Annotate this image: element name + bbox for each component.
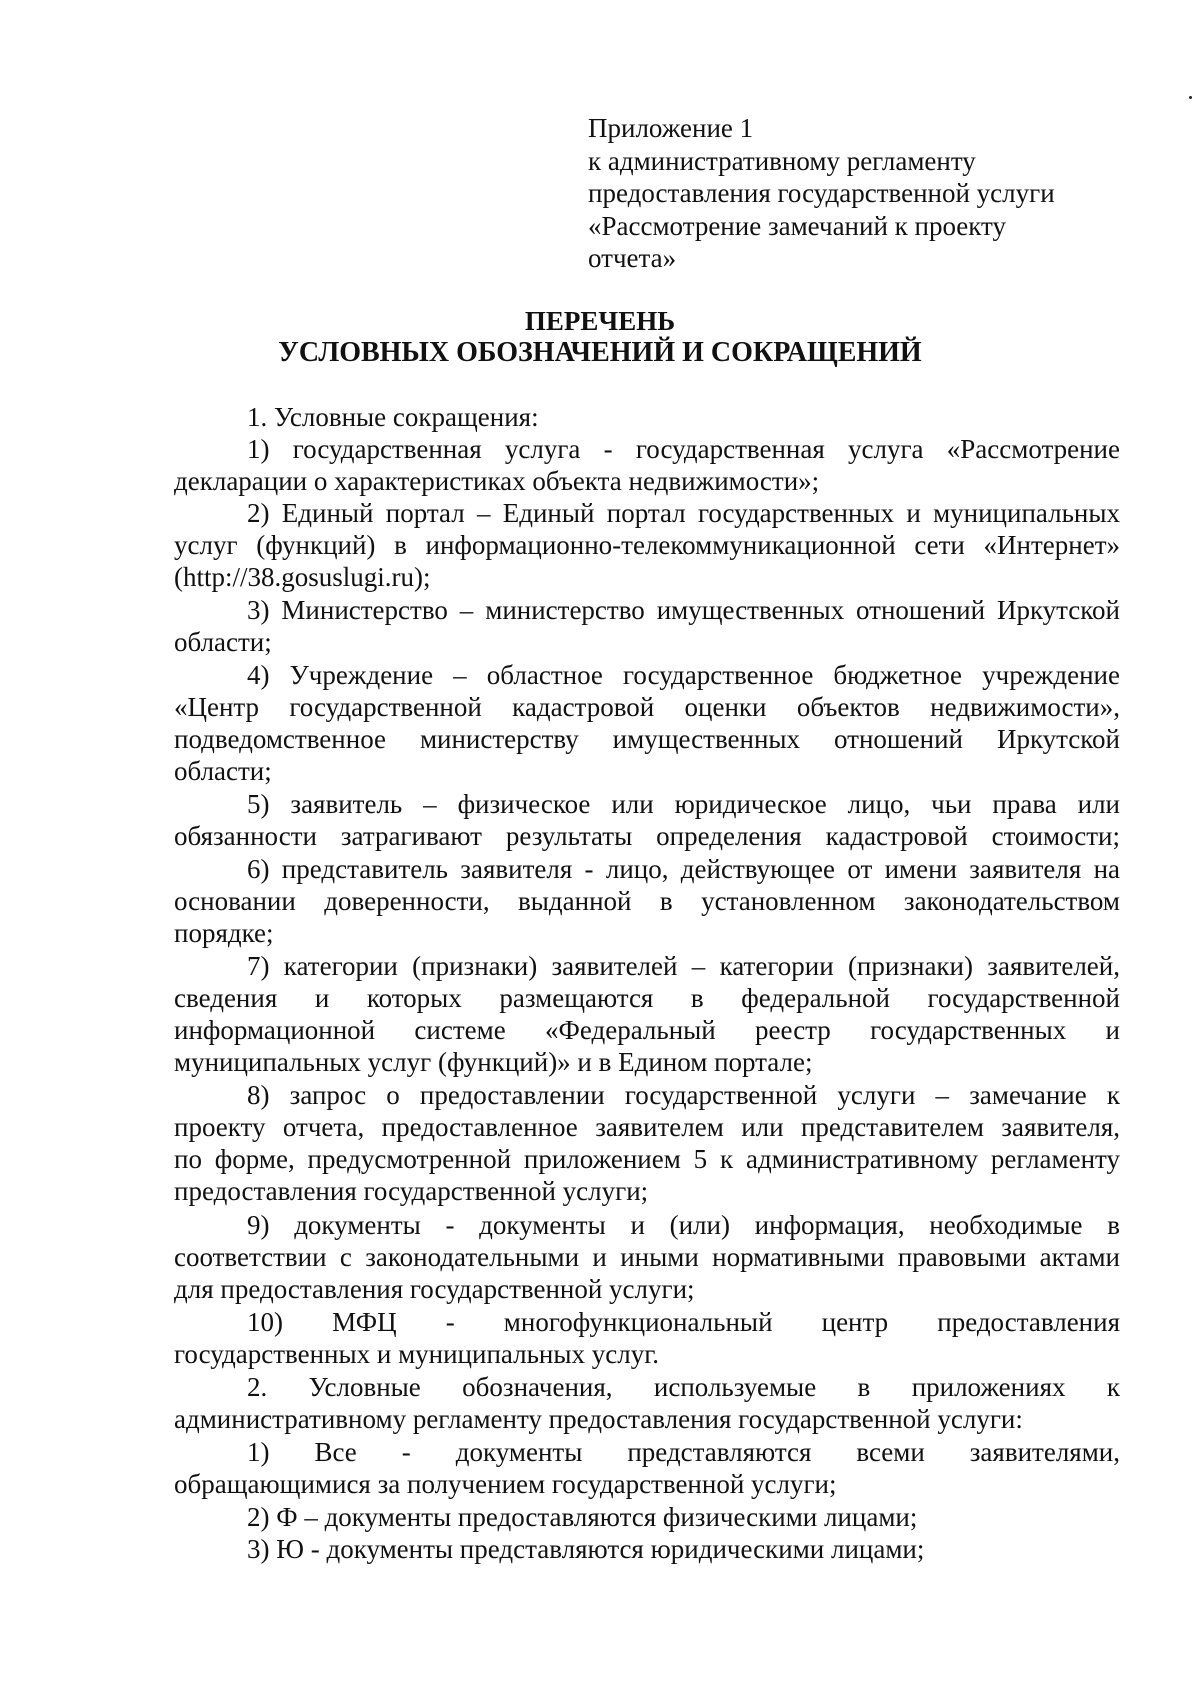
text-line: 7) категории (признаки) заявителей – категории (признаки) заявителей, [247,951,1120,981]
text-line: 9) документы - документы и (или) информация, необходимые в [247,1210,1120,1240]
section-heading: 2. Условные обозначения, используемые в приложениях к [247,1372,1120,1402]
text-line: (http://38.gosuslugi.ru); [174,562,431,592]
appendix-header [588,112,1148,275]
text-line: 5) заявитель – физическое или юридическое лицо, чьи права или [247,789,1120,819]
text-line: 1) Все - документы представляются всеми заявителями, [247,1437,1120,1467]
text-line: 3) Ю - документы представляются юридическими лицами; [247,1534,925,1564]
text-line: государственных и муниципальных услуг. [174,1339,659,1369]
text-line: соответствии с законодательными и иными нормативными правовыми актами [174,1242,1120,1272]
text-line: 6) представитель заявителя - лицо, действующее от имени заявителя на [247,854,1120,884]
text-line: для предоставления государственной услуги; [174,1274,695,1304]
appendix-line: предоставления государственной услуги [588,178,1055,208]
text-line: 1) государственная услуга - государственная услуга «Рассмотрение [247,434,1120,464]
text-line: 2) Единый портал – Единый портал государственных и муниципальных [247,498,1120,528]
document-title: ПЕРЕЧЕНЬ [524,306,676,336]
appendix-line: «Рассмотрение замечаний к проекту [588,210,1006,241]
text-line: по форме, предусмотренной приложением 5 к административному регламенту [174,1144,1120,1174]
scan-speck [1189,96,1192,99]
text-line: обязанности затрагивают результаты определения кадастровой стоимости; [174,821,1120,851]
appendix-line: отчета» [588,243,677,273]
section-heading: 1. Условные сокращения: [247,402,539,432]
text-line: 2) Ф – документы предоставляются физическими лицами; [247,1502,918,1532]
text-line: порядке; [174,918,274,948]
document-subtitle: УСЛОВНЫХ ОБОЗНАЧЕНИЙ И СОКРАЩЕНИЙ [278,337,922,368]
text-line: 10) МФЦ - многофункциональный центр предоставления [247,1307,1120,1337]
text-line: 4) Учреждение – областное государственное бюджетное учреждение [247,660,1120,690]
appendix-line: Приложение 1 [588,113,754,143]
text-line: декларации о характеристиках объекта недвижимости»; [174,466,820,496]
text-line: 3) Министерство – министерство имущественных отношений Иркутской [247,595,1120,625]
text-line: информационной системе «Федеральный реестр государственных и [174,1015,1120,1045]
text-line: «Центр государственной кадастровой оценки объектов недвижимости», [174,692,1120,722]
text-line: области; [174,756,272,786]
text-line: подведомственное министерству имущественных отношений Иркутской [174,724,1120,754]
text-line: основании доверенности, выданной в установленном законодательством [174,886,1120,916]
text-line: предоставления государственной услуги; [174,1176,649,1206]
appendix-line: к административному регламенту [588,145,976,176]
text-line: 8) запрос о предоставлении государственной услуги – замечание к [247,1080,1120,1110]
text-line: обращающимися за получением государственной услуги; [174,1469,837,1499]
text-line: услуг (функций) в информационно-телекоммуникационной сети «Интернет» [174,530,1120,560]
text-line: административному регламенту предоставления государственной услуги: [174,1404,1023,1434]
text-line: проекту отчета, предоставленное заявителем или представителем заявителя, [174,1112,1120,1142]
text-line: области; [174,627,272,657]
text-line: сведения и которых размещаются в федеральной государственной [174,983,1120,1013]
text-line: муниципальных услуг (функций)» и в Едином портале; [174,1047,813,1077]
